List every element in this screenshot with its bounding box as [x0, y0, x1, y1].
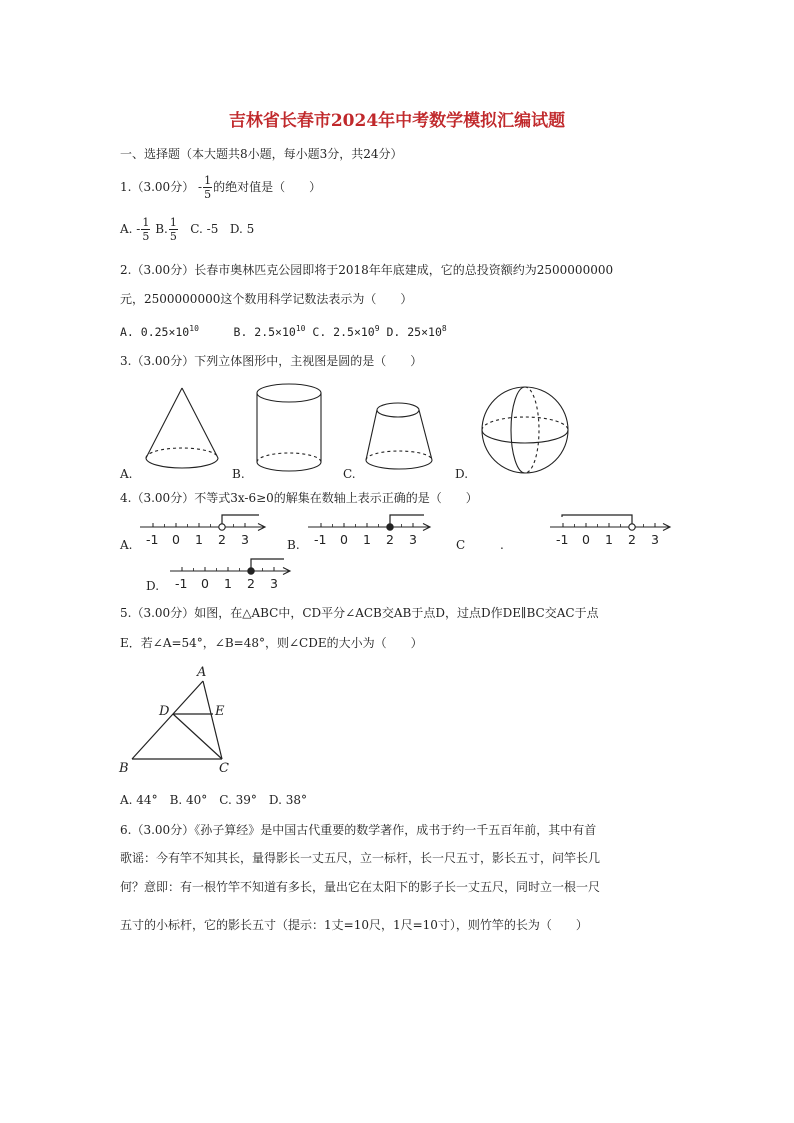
option-d[interactable]: D.: [455, 467, 469, 481]
tick-label: 3: [409, 532, 417, 547]
question-6-line-2: 歌谣：今有竿不知其长，量得影长一丈五尺，立一标杆，长一尺五寸，影长五寸，问竿长几: [120, 851, 601, 865]
side-ac: [203, 681, 222, 759]
option-c-dot: .: [500, 538, 504, 552]
side-ab: [132, 681, 203, 759]
question-number: 1.: [120, 180, 132, 194]
option-b[interactable]: B. $2.5\times 10^{10}$: [233, 324, 306, 339]
option-c[interactable]: C.: [343, 467, 356, 481]
question-2-line-2: 元，2500000000这个数用科学记数法表示为（ ）: [120, 292, 413, 306]
tick-label: 1: [224, 576, 232, 591]
tick-label: 0: [582, 532, 590, 547]
option-a[interactable]: A. - $\frac{1}{5}$: [120, 216, 150, 243]
tick-label: 1: [605, 532, 613, 547]
page-title: 吉林省长春市2024年中考数学模拟汇编试题: [228, 111, 566, 131]
tick-label: -1: [314, 532, 327, 547]
question-6-line-1: 6.（3.00分）《孙子算经》是中国古代重要的数学著作，成书于约一千五百年前，其中有首: [120, 823, 597, 837]
tick-label: 2: [247, 576, 255, 591]
tick-label: 0: [172, 532, 180, 547]
option-d[interactable]: D.: [146, 579, 160, 593]
score: 3.00分: [143, 180, 183, 194]
option-b[interactable]: B.: [287, 538, 300, 552]
question-5-line-2: E．若∠A=54°，∠B=48°，则∠CDE的大小为（ ）: [120, 636, 423, 650]
section-heading: 一、选择题（本大题共8小题，每小题3分，共24分）: [120, 147, 403, 161]
tick-label: 0: [340, 532, 348, 547]
tick-label: 2: [386, 532, 394, 547]
option-b[interactable]: B. $\frac{1}{5}$: [155, 216, 177, 243]
question-5-line-1: 5.（3.00分）如图，在△ABC中，CD平分∠ACB交AB于点D，过点D作DE∥BC交AC于点: [120, 606, 599, 620]
question-6-line-4: 五寸的小标杆，它的影长五寸（提示：1丈=10尺，1尺=10寸），则竹竿的长为（ ）: [120, 918, 588, 932]
tick-label: 3: [241, 532, 249, 547]
question-4: 4.（3.00分）不等式3x-6≥0的解集在数轴上表示正确的是（ ）: [120, 491, 478, 505]
question-5-options[interactable]: A. 44° B. 40° C. 39° D. 38°: [120, 793, 308, 807]
point-label: E: [215, 704, 225, 719]
tick-label: 2: [218, 532, 226, 547]
segment-cd: [173, 714, 222, 759]
question-3: 3.（3.00分）下列立体图形中，主视图是圆的是（ ）: [120, 354, 423, 368]
tick-label: 3: [270, 576, 278, 591]
point-label: D: [159, 704, 170, 719]
option-c[interactable]: C. $2.5\times 10^9$: [312, 324, 380, 339]
question-6-line-3: 何？意即：有一根竹竿不知道有多长，量出它在太阳下的影子长一丈五尺，同时立一根一尺: [120, 880, 601, 894]
option-a[interactable]: A. $0.25\times 10^{10}$: [120, 324, 199, 339]
fraction: $\frac{1}{5}$: [204, 174, 212, 201]
tick-label: 1: [195, 532, 203, 547]
point-label: A: [197, 665, 207, 680]
option-c[interactable]: C. -5: [190, 222, 219, 236]
tick-label: -1: [556, 532, 569, 547]
tick-label: 2: [628, 532, 636, 547]
tick-label: -1: [175, 576, 188, 591]
point-label: C: [219, 761, 229, 776]
tick-label: 0: [201, 576, 209, 591]
question-1: 1.（3.00分） - $\frac{1}{5}$ 的绝对值是（ ）: [120, 174, 322, 201]
option-a[interactable]: A.: [120, 538, 133, 552]
option-a[interactable]: A.: [120, 467, 133, 481]
option-d[interactable]: D. 5: [229, 222, 255, 236]
tick-label: 1: [363, 532, 371, 547]
tick-label: -1: [146, 532, 159, 547]
option-c[interactable]: C: [456, 538, 466, 552]
question-2-line-1: 2.（3.00分）长春市奥林匹克公园即将于2018年年底建成，它的总投资额约为2500000000: [120, 263, 614, 277]
option-d[interactable]: D. $25\times 10^8$: [386, 324, 447, 339]
tick-label: 3: [651, 532, 659, 547]
point-label: B: [119, 761, 129, 776]
option-b[interactable]: B.: [232, 467, 245, 481]
